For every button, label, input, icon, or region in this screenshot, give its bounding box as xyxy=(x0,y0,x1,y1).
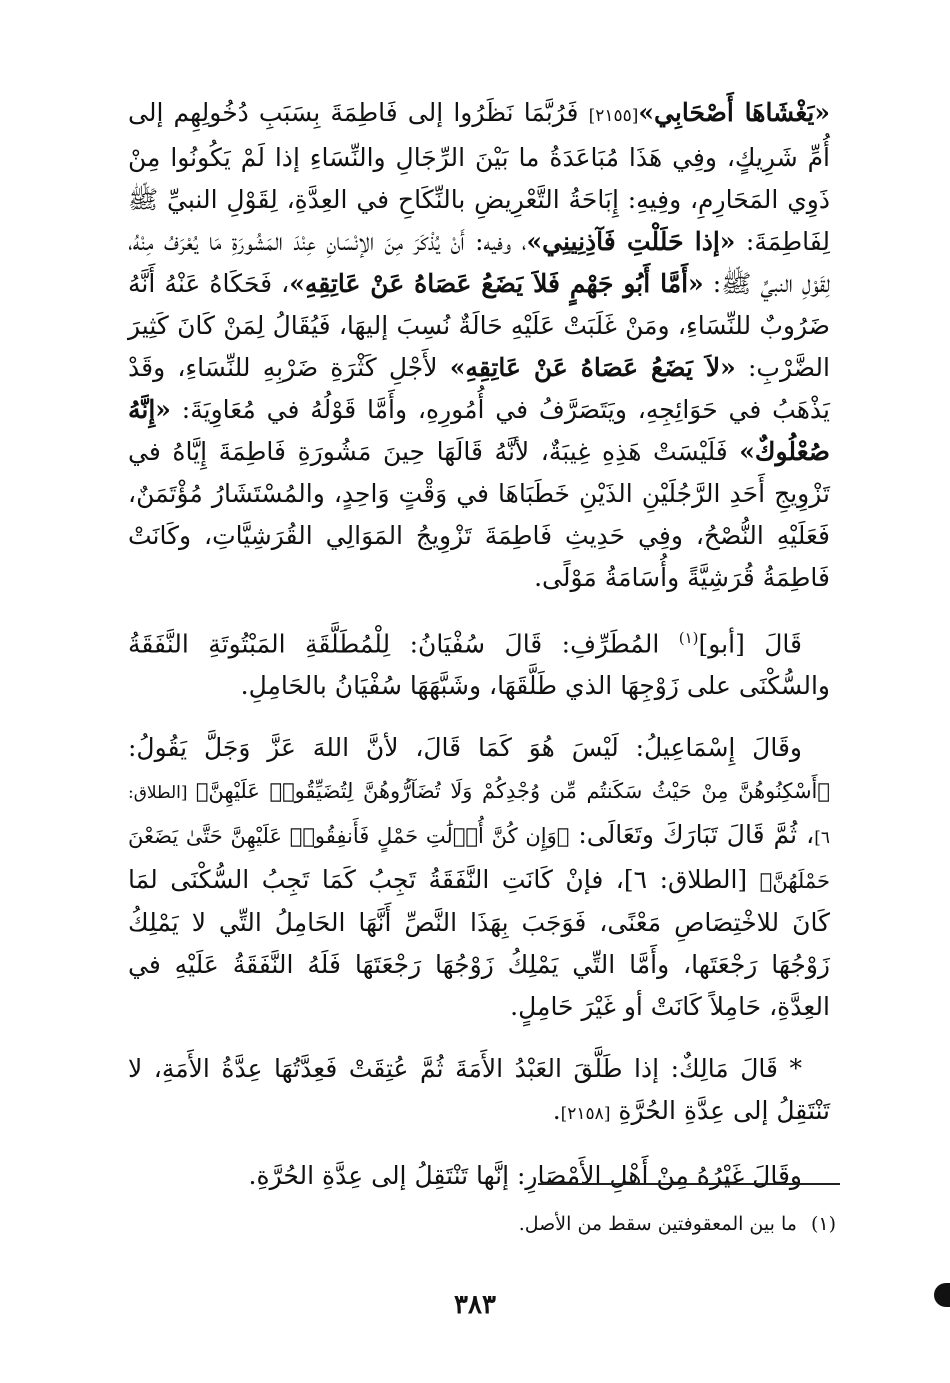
text-run: * قَالَ مَالِكٌ: إذا طَلَّقَ العَبْدُ الأَمَةَ ثُمَّ عُتِقَتْ فَعِدَّتُهَا عِدَّةُ الأَمَةِ، لا تَنْتَقِلُ إلى عِدَّةِ الحُرَّةِ xyxy=(128,1054,830,1126)
paragraph-1 xyxy=(128,92,830,599)
text-run: وقَالَ إِسْمَاعِيلُ: لَيْسَ هُوَ كَمَا قَالَ، لأنَّ اللهَ عَزَّ وَجَلَّ يَقُولُ: xyxy=(128,733,802,763)
main-text xyxy=(128,92,830,1217)
hadith-quote: «أَمَّا أَبُو جَهْمٍ فَلاَ يَضَعُ عَصَاهُ عَنْ عَاتِقِهِ» xyxy=(289,269,704,298)
footnote-text: ما بين المعقوفتين سقط من الأصل. xyxy=(518,1213,797,1235)
paragraph-2 xyxy=(128,617,830,707)
text-run: وقَالَ غَيْرُهُ مِنْ أَهْلِ الأَمْصَارِ: إنَّها تَنْتَقِلُ إلى عِدَّةِ الحُرَّةِ. xyxy=(248,1161,802,1191)
hadith-ref: [٢١٥٨] xyxy=(560,1104,611,1125)
hadith-ref: [٢١٥٥] xyxy=(588,106,639,126)
footnote xyxy=(519,1210,836,1238)
text-run: ، ثُمَّ قَالَ تَبَارَكَ وتَعَالَى: xyxy=(569,820,815,850)
text-run: «يَغْشَاهَا أَصْحَابِي» xyxy=(638,98,831,127)
text-run: [الطلاق: ٦]، فإنْ كَانَتِ النَّفَقَةُ تَجِبُ كَمَا تَجِبُ السُّكْنَى لمَا كَانَ للاخْتِصَاصِ مَعْنًى، فَوَجَبَ بِهَذَا النَّصِّ أَنَّهَا الحَامِلُ التِّي لا يَمْلِكُ زَوْجُهَا رَجْعَتَها، وأَمَّا التِّي يَمْلِكُ زَوْجُهَا رَجْعَتَهَا فَلَهُ النَّفَقَةُ عَلَيْهِ في العِدَّةِ، حَامِلاً كَانَتْ أو غَيْرَ حَامِلٍ. xyxy=(128,865,830,1022)
verse-ref: [الطلاق: ٦] xyxy=(128,783,831,849)
paragraph-3 xyxy=(128,727,830,1028)
hadith-quote: «لاَ يَضَعُ عَصَاهُ عَنْ عَاتِقِهِ» xyxy=(449,353,736,382)
text-run: ، فَحَكَاهُ عَنْهُ أَنَّهُ ضَرُوبٌ للنِّسَاءِ، ومَنْ غَلَبَتْ عَلَيْهِ حَالَةٌ نُسِبَ إليهَا، فَيُقَالُ لِمَنْ كَانَ كَثِيرَ الضَّرْبِ: xyxy=(128,269,830,382)
text-run: قَالَ [أبو] xyxy=(698,629,802,659)
paragraph-4 xyxy=(128,1048,830,1135)
hadith-quote: «إِنَّهُ صُعْلُوكٌ» xyxy=(128,395,830,466)
paragraph-5 xyxy=(128,1155,830,1197)
text-run: فَلَيْسَتْ هَذِهِ غِيبَةٌ، لأنَّهُ قَالَهَا حِينَ مَشُورَةِ فَاطِمَةَ إِيَّاهُ في تَزْوِيجِ أَحَدِ الرَّجُلَيْنِ الذَيْنِ خَطَبَاهَا في وَقْتٍ وَاحِدٍ، والمُسْتَشَارُ مُؤْتَمَنٌ، فَعَلَيْهِ النُّصْحُ، وفِي حَدِيثِ فَاطِمَةَ تَزْوِيجُ المَوَالِي القُرَشِيَّاتِ، وكَانَتْ فَاطِمَةُ قُرَشِيَّةً وأُسَامَةُ مَوْلًى. xyxy=(128,437,830,592)
quran-verse: ﴿أَسْكِنُوهُنَّ مِنْ حَيْثُ سَكَنتُم مِّن وُجْدِكُمْ وَلَا تُضَآرُّوهُنَّ لِتُضَيِّقُوا۟ عَلَيْهِنَّ﴾ xyxy=(195,779,830,804)
text-run: فَرُبَّمَا نَظَرُوا إلى فَاطِمَةَ بِسَبَبِ دُخُولِهِم إلى أُمِّ شَرِيكٍ، وفِي هَذَا مُبَاعَدَةُ ما بَيْنَ الرِّجَالِ والنِّسَاءِ إذا لَمْ يَكُونُوا مِنْ ذَوِي المَحَارِمِ، وفِيهِ: إِبَاحَةُ التَّعْرِيضِ بالنِّكَاحِ في العِدَّةِ، لِقَوْلِ النبيِّ ﷺ لِفَاطِمَةَ: xyxy=(128,98,830,256)
footnote-number: (١) xyxy=(810,1213,836,1235)
hadith-quote: «إذا حَلَلْتِ فَآذِنِينِي» xyxy=(526,227,736,256)
quran-verse: ﴿وَإِن كُنَّ أُو۟لَٰتِ حَمْلٍ فَأَنفِقُوا۟ عَلَيْهِنَّ حَتَّىٰ يَضَعْنَ حَمْلَهُنَّ﴾ xyxy=(128,824,830,894)
text-run: . xyxy=(552,1096,561,1126)
text-run: ، وفيه: أَنْ يُذْكَرَ مِنَ الإنْسَانِ عِنْدَ المَشُورَةِ مَا يُعْرَفُ مِنْهُ، لِقَوْلِ النبيِّ ﷺ: xyxy=(128,227,830,298)
page-number: ٣٨٣ xyxy=(454,1290,496,1320)
text-run: لأَجْلِ كَثْرَةِ ضَرْبِهِ للنِّسَاءِ، وقَدْ يَذْهَبُ في حَوَائِجِهِ، ويَتَصَرَّفُ في أُمُورِهِ، وأَمَّا قَوْلُهُ في مُعَاوِيَةَ: xyxy=(128,353,830,424)
footnote-divider xyxy=(538,1183,840,1185)
text-run: المُطَرِّفِ: قَالَ سُفْيَانُ: لِلْمُطَلَّقَةِ المَبْتُوتَةِ النَّفَقَةُ والسُّكْنَى على زَوْجِهَا الذي طَلَّقَهَا، وشَبَّهَهَا سُفْيَانُ بالحَامِلِ. xyxy=(128,629,830,701)
footnote-marker: (١) xyxy=(678,629,699,647)
